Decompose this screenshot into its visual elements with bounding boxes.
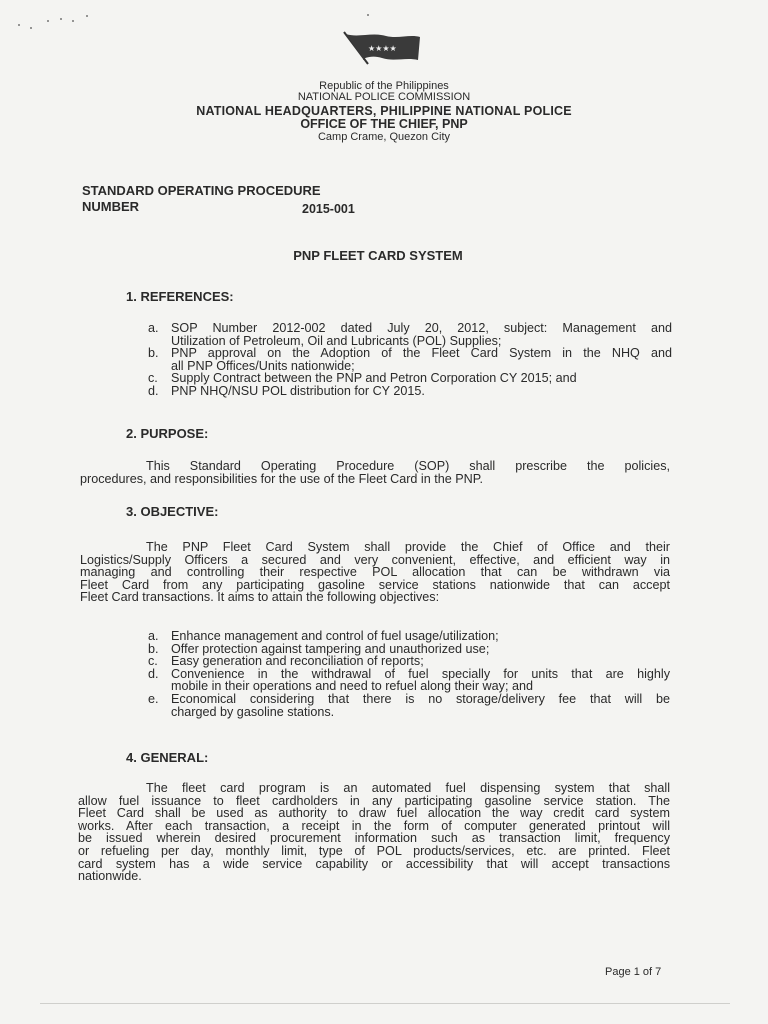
section-heading-general: 4. GENERAL: xyxy=(126,750,209,765)
list-item: c. Supply Contract between the PNP and Petron Corporation CY 2015; and xyxy=(148,371,577,386)
general-paragraph: The fleet card program is an automated fuel dispensing system that shall allow fuel issuance to fleet cardholders in any participating gasoline service station. The Fleet Card shall be used as authority to draw fuel allocation the way credit card system works. After each transaction, a receipt in the form of computer generated printout will be issued wherein desired procurement information such as transaction limit, frequency or refueling per day, monthly limit, type of POL products/services, etc. are printed. Fleet card system has a wide service capability or accessibility that will accept transactions nationwide. xyxy=(78,781,670,884)
section-heading-objective: 3. OBJECTIVE: xyxy=(126,504,219,519)
list-item: a. Enhance management and control of fuel usage/utilization; xyxy=(148,629,499,643)
purpose-paragraph: This Standard Operating Procedure (SOP) shall prescribe the policies, procedures, and responsibilities for the use of the Fleet Card in the PNP. xyxy=(80,459,670,486)
bottom-divider xyxy=(40,1003,730,1004)
references-list xyxy=(148,322,672,398)
list-item: b. Offer protection against tampering and unauthorized use; xyxy=(148,641,490,656)
document-title xyxy=(0,248,768,263)
section-heading-references: 1. REFERENCES: xyxy=(126,289,234,304)
svg-text:★★★★: ★★★★ xyxy=(368,44,397,53)
list-item: e. Economical considering that there is no storage/delivery fee that will be charged by gasoline stations. xyxy=(148,691,670,719)
section-heading-purpose: 2. PURPOSE: xyxy=(126,426,209,441)
objective-paragraph: The PNP Fleet Card System shall provide the Chief of Office and their Logistics/Supply Officers a secured and very convenient, effective, and efficient way in managing and controlling their respective POL allocation that can be withdrawn via Fleet Card from any participating gasoline service stations nationwide that can accept Fleet Card transactions. It aims to attain the following objectives: xyxy=(80,540,670,605)
header-nhq: NATIONAL HEADQUARTERS, PHILIPPINE NATIONAL POLICE xyxy=(196,104,572,118)
list-item: d. Convenience in the withdrawal of fuel specially for units that are highly mobile in their operations and need to refuel along their way; and xyxy=(148,666,670,694)
header-office: OFFICE OF THE CHIEF, PNP xyxy=(300,117,468,131)
list-item: a. SOP Number 2012-002 dated July 20, 2012, subject: Management and Utilization of Petroleum, Oil and Lubricants (POL) Supplies; xyxy=(148,321,672,348)
document-title-text: PNP FLEET CARD SYSTEM xyxy=(293,248,463,263)
list-item: d. PNP NHQ/NSU POL distribution for CY 2015. xyxy=(148,383,425,398)
four-star-flag-icon xyxy=(338,30,424,66)
page-number: Page 1 of 7 xyxy=(605,966,662,978)
header-napolcom: NATIONAL POLICE COMMISSION xyxy=(297,91,471,103)
header-location: Camp Crame, Quezon City xyxy=(317,131,451,143)
header-republic: Republic of the Philippines xyxy=(319,80,449,92)
sop-title: STANDARD OPERATING PROCEDURE xyxy=(82,183,321,198)
sop-number: 2015-001 xyxy=(302,202,355,216)
sop-number-label: NUMBER xyxy=(82,199,140,214)
objectives-list xyxy=(148,630,670,718)
list-item: b. PNP approval on the Adoption of the Fleet Card System in the NHQ and all PNP Offices/Units nationwide; xyxy=(148,346,672,373)
list-item: c. Easy generation and reconciliation of reports; xyxy=(148,654,424,669)
